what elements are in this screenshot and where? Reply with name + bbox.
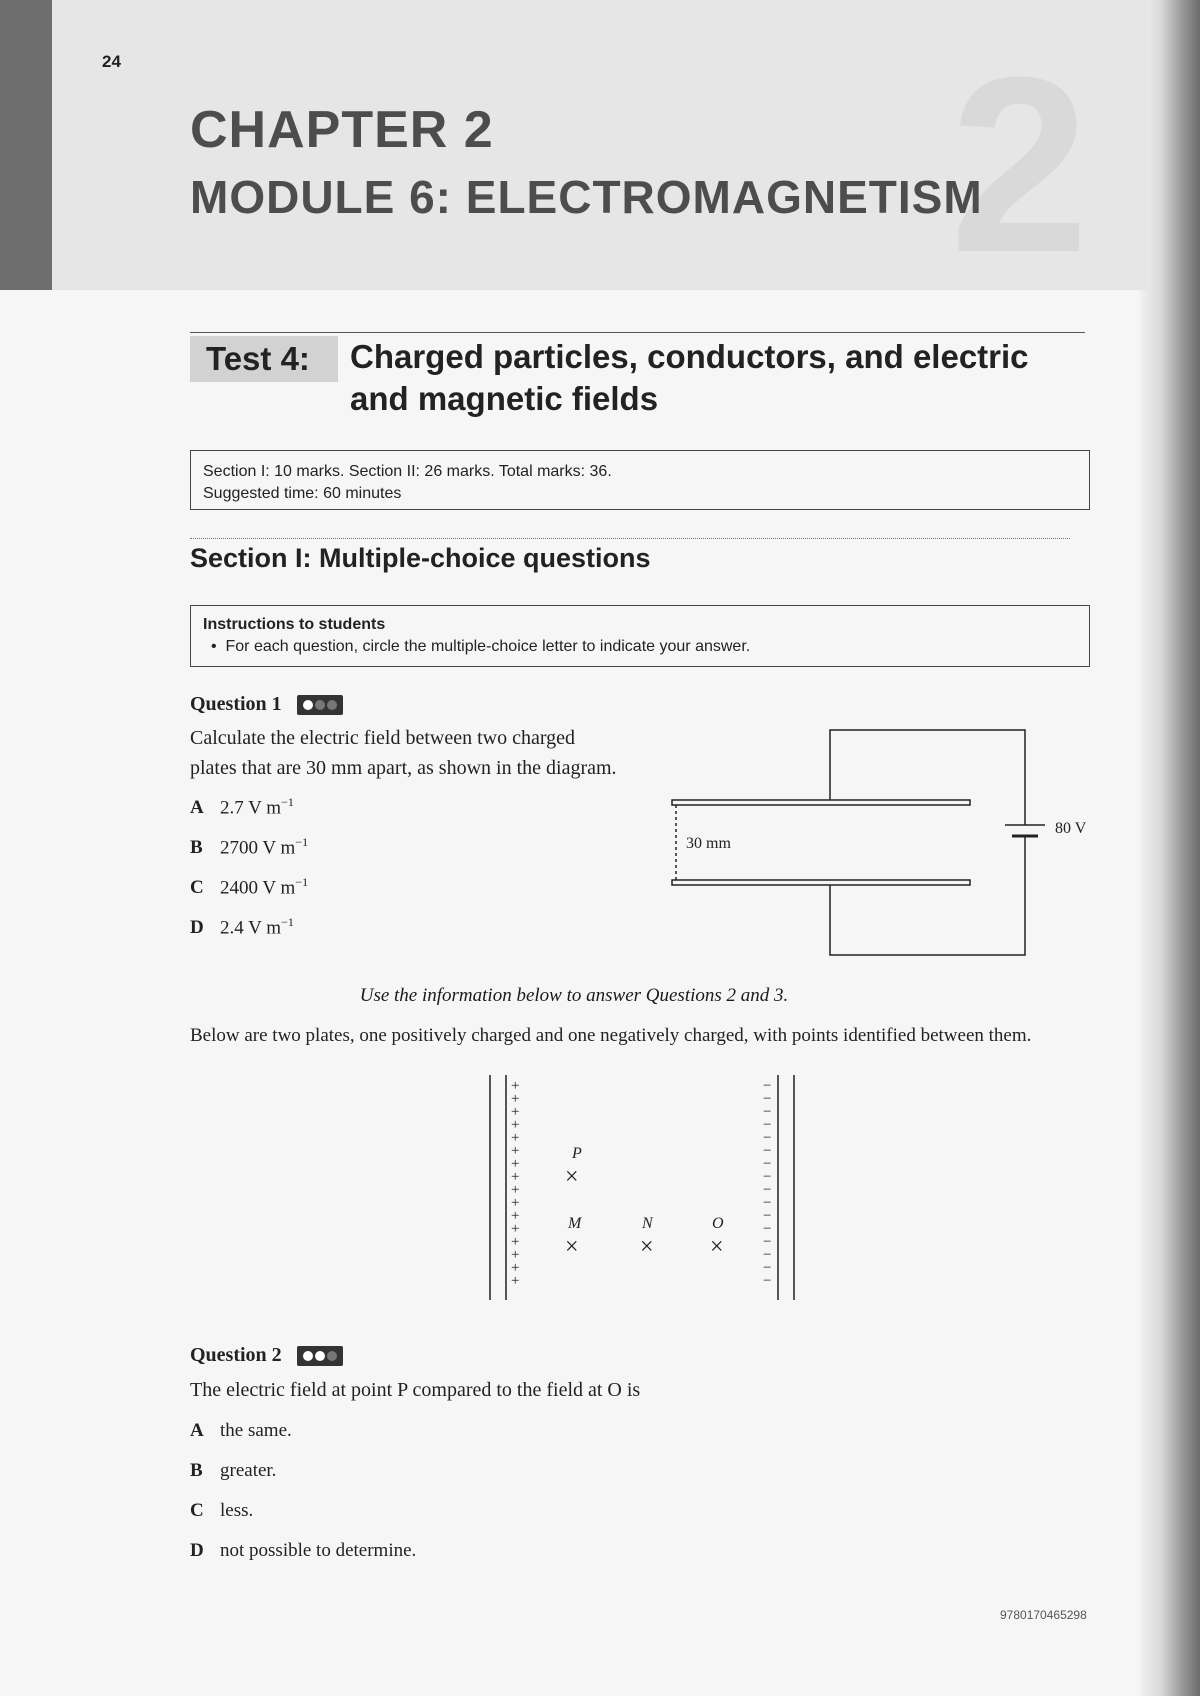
question-1-option-d[interactable]: D 2.4 V $m^{-1}$ [190, 915, 294, 939]
section-heading: Section I: Multiple-choice questions [190, 543, 651, 573]
question-1-text [190, 723, 617, 783]
plates-intro-text: Below are two plates, one positively charged and one negatively charged, with points identified between them. [190, 1025, 1032, 1046]
difficulty-dot [315, 700, 325, 710]
question-1-heading [190, 693, 343, 716]
negative-charge-mark: − [763, 1247, 772, 1263]
question-1-option-c[interactable]: C 2400 V $m^{-1}$ [190, 875, 309, 899]
positive-charge-mark: + [511, 1091, 520, 1107]
chapter-header [0, 0, 1148, 304]
point-o-label: O [712, 1215, 724, 1232]
question-1-label: Question 1 [190, 693, 282, 715]
shared-info-line: Use the information below to answer Questions 2 and 3. [359, 985, 789, 1006]
question-2-label: Question 2 [190, 1344, 282, 1366]
positive-charge-mark: + [511, 1273, 520, 1289]
negative-charge-mark: − [763, 1078, 772, 1094]
footer-isbn: 9780170465298 [1000, 1608, 1087, 1622]
positive-charge-mark: + [511, 1104, 520, 1120]
test-title: Charged particles, conductors, and electric and magnetic fields [350, 338, 1029, 417]
question-1-option-a[interactable]: A 2.7 V $m^{-1}$ [190, 795, 294, 819]
positive-charge-mark: + [511, 1156, 520, 1172]
negative-charge-mark: − [763, 1221, 772, 1237]
charged-plates-diagram [480, 1070, 810, 1305]
question-2-option-b[interactable]: B greater. [190, 1460, 277, 1481]
positive-charge-mark: + [511, 1117, 520, 1133]
negative-charge-mark: − [763, 1156, 772, 1172]
positive-charge-mark: + [511, 1182, 520, 1198]
question-1-text-line: Calculate the electric field between two charged [190, 727, 575, 749]
negative-charge-mark: − [763, 1208, 772, 1224]
question-2-option-d[interactable]: D not possible to determine. [190, 1540, 417, 1561]
page-edge-shadow [1140, 0, 1200, 1696]
difficulty-dot [303, 1351, 313, 1361]
positive-charge-mark: + [511, 1234, 520, 1250]
test-divider [190, 332, 1085, 333]
difficulty-dot [303, 700, 313, 710]
instructions-title: Instructions to students [203, 616, 386, 633]
positive-charge-mark: + [511, 1195, 520, 1211]
positive-charge-mark: + [511, 1247, 520, 1263]
negative-charge-mark: − [763, 1195, 772, 1211]
dotted-divider [190, 538, 1070, 539]
positive-charge-mark: + [511, 1130, 520, 1146]
positive-charge-mark: + [511, 1143, 520, 1159]
positive-charge-mark: + [511, 1221, 520, 1237]
point-p-label: P [572, 1145, 582, 1162]
marks-line: Section I: 10 marks. Section II: 26 marks. Total marks: 36. [203, 463, 612, 480]
circuit-wire-top [830, 730, 1025, 825]
point-n-marker: × [640, 1234, 654, 1260]
circuit-wire-bottom [830, 850, 1025, 955]
question-2-heading [190, 1344, 343, 1367]
negative-charge-mark: − [763, 1182, 772, 1198]
difficulty-indicator [297, 695, 343, 715]
positive-charge-mark: + [511, 1078, 520, 1094]
negative-charge-mark: − [763, 1117, 772, 1133]
gap-label: 30 mm [686, 835, 731, 852]
voltage-label: 80 V [1055, 820, 1087, 837]
point-m-label: M [568, 1215, 582, 1232]
negative-charge-mark: − [763, 1260, 772, 1276]
positive-charge-mark: + [511, 1169, 520, 1185]
negative-charge-mark: − [763, 1234, 772, 1250]
negative-charge-mark: − [763, 1273, 772, 1289]
capacitor-circuit-diagram [660, 725, 1100, 960]
instructions-box [190, 605, 1090, 667]
difficulty-indicator [297, 1346, 343, 1366]
positive-charge-mark: + [511, 1260, 520, 1276]
instructions-bullet-text: For each question, circle the multiple-choice letter to indicate your answer. [225, 638, 751, 655]
top-plate [672, 800, 970, 805]
difficulty-dot [315, 1351, 325, 1361]
point-p-marker: × [565, 1164, 579, 1190]
difficulty-dot [327, 1351, 337, 1361]
negative-charge-mark: − [763, 1104, 772, 1120]
header-accent-bar [0, 0, 52, 290]
point-m-marker: × [565, 1234, 579, 1260]
marks-box [190, 450, 1090, 510]
bottom-plate [672, 880, 970, 885]
difficulty-dot [327, 700, 337, 710]
negative-charge-mark: − [763, 1091, 772, 1107]
test-label: Test 4: [190, 336, 338, 382]
module-title: MODULE 6: ELECTROMAGNETISM [190, 171, 983, 223]
negative-charge-mark: − [763, 1169, 772, 1185]
question-2-option-a[interactable]: A the same. [190, 1420, 292, 1441]
chapter-title: CHAPTER 2 [190, 101, 494, 159]
negative-charge-mark: − [763, 1130, 772, 1146]
positive-charge-mark: + [511, 1208, 520, 1224]
negative-charge-mark: − [763, 1143, 772, 1159]
question-1-text-line: plates that are 30 mm apart, as shown in the diagram. [190, 757, 617, 779]
instructions-bullet: • For each question, circle the multiple-choice letter to indicate your answer. [211, 638, 751, 655]
question-1-option-b[interactable]: B 2700 V $m^{-1}$ [190, 835, 309, 859]
time-line: Suggested time: 60 minutes [203, 485, 402, 502]
page-number: 24 [102, 52, 121, 71]
question-2-option-c[interactable]: C less. [190, 1500, 254, 1521]
question-2-text: The electric field at point P compared to the field at O is [190, 1379, 641, 1401]
chapter-watermark-number: 2 [950, 25, 1090, 304]
point-o-marker: × [710, 1234, 724, 1260]
point-n-label: N [642, 1215, 653, 1232]
